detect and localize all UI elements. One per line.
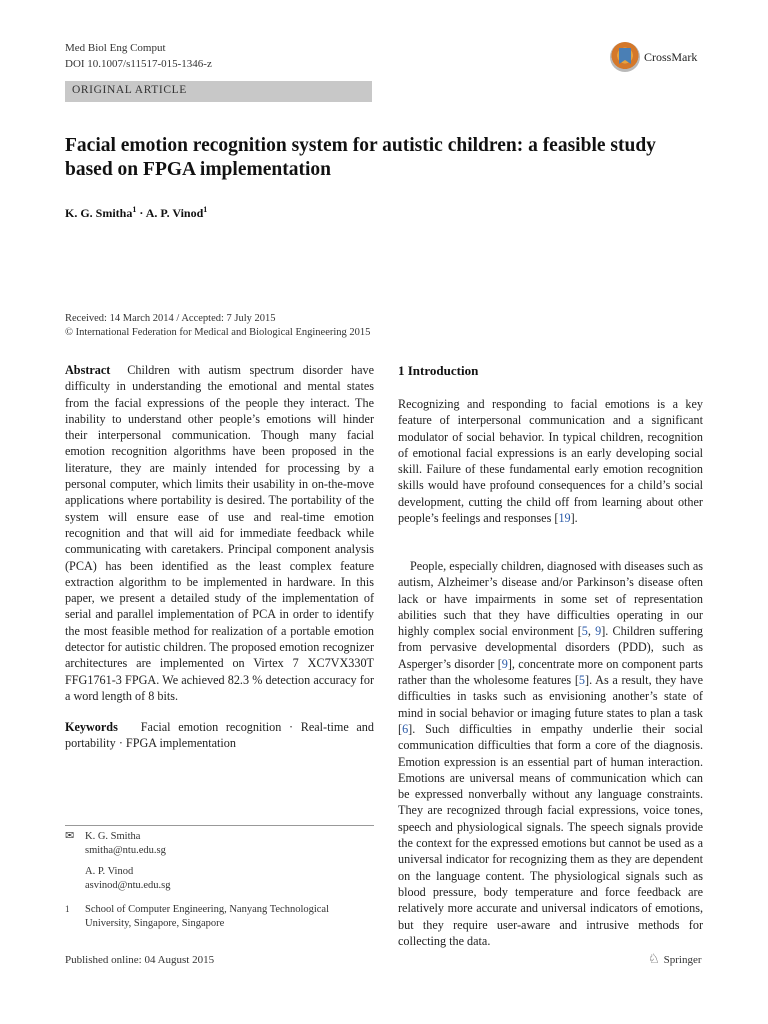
intro-paragraph-2 <box>398 558 703 949</box>
author-2-affil: 1 <box>203 205 208 214</box>
text-run: ]. <box>570 511 578 526</box>
citation-6[interactable]: 6 <box>402 721 409 736</box>
received-accepted: Received: 14 March 2014 / Accepted: 7 July 2015 <box>65 313 276 324</box>
journal-name: Med Biol Eng Comput <box>65 42 166 54</box>
affiliation: School of Computer Engineering, Nanyang Technological University, Singapore, Singapore <box>85 904 330 929</box>
author-list <box>65 205 207 221</box>
text-run: Recognizing and responding to facial emotions is a key feature of interpersonal communication and a significant modulator of social behavior. In typical children, recognition of emotional facial expressions is an early developing social skill. Failure of these fundamental early emotion recognition skills would have profound consequences for a child’s social development, cutting the child off from learning about other people’s feelings and responses [ <box>398 397 703 526</box>
abstract-label: Abstract <box>65 363 111 377</box>
keywords <box>65 719 374 752</box>
keywords-text: Facial emotion recognition · Real-time and portability · FPGA implementation <box>65 720 374 751</box>
publisher-name: Springer <box>663 954 702 966</box>
section-heading-introduction: 1 Introduction <box>398 363 479 378</box>
publisher-logo <box>648 951 702 967</box>
footnote-divider <box>65 825 374 826</box>
envelope-icon: ✉ <box>65 830 75 842</box>
abstract-text: Children with autism spectrum disorder have difficulty in understanding the emotional and mental states from the facial expressions of the people they interact. The inability to understand other people’s emotions will hinder their interpersonal communication. Though many facial emotion recognition algorithms have been proposed in the literature, they are mainly intended for processing by a personal computer, which limits their usability in on-the-move applications where portability is desired. The portability of the system will ensure ease of use and real-time emotion recognition and that will aid for immediate feedback while communicating with caretakers. Principal component analysis (PCA) has been identified as the least complex feature extraction algorithm to be implemented in hardware. In this paper, we present a detailed study of the implementation of serial and parallel implementation of PCA in order to identify the most feasible method for realization of a portable emotion detector for autistic children. The proposed emotion recognizer architectures are implemented on Virtex 7 XC7VX330T FFG1761-3 FPGA. We achieved 82.3 % detection accuracy for a word length of 8 bits. <box>65 363 375 703</box>
intro-paragraph-1 <box>398 396 703 526</box>
contact-name: K. G. Smitha <box>85 831 141 842</box>
author-1-affil: 1 <box>132 205 137 214</box>
text-run: People, especially children, diagnosed with diseases such as autism, Alzheimer’s disease and/or Parkinson’s disease often lack or have impairments in some set of representation abilities such that they have difficulties operating in our highly complex social environment [ <box>398 559 703 639</box>
dates-block <box>65 312 370 340</box>
contact-email[interactable]: smitha@ntu.edu.sg <box>85 844 166 856</box>
text-run: ]. As a result, they have difficulties in tasks such as envisioning another’s state of mind in social behavior or imaging future states to plan a task [ <box>398 673 703 736</box>
article-type-banner <box>65 81 372 102</box>
corresponding-author-2 <box>85 865 171 892</box>
crossmark-label: CrossMark <box>644 50 698 64</box>
contact-email[interactable]: asvinod@ntu.edu.sg <box>85 879 171 891</box>
keywords-label: Keywords <box>65 720 118 734</box>
citation-9[interactable]: 9 <box>501 656 508 671</box>
corresponding-author-1 <box>85 830 166 857</box>
text-run: ]. Children suffering from pervasive developmental disorders (PDD), such as Asperger’s disorder [ <box>398 624 704 671</box>
journal-header <box>65 40 212 72</box>
author-1[interactable]: K. G. Smitha <box>65 206 133 220</box>
citation-19[interactable]: 19 <box>558 511 571 526</box>
text-run: ], concentrate more on component parts rather than the wholesome features [ <box>398 656 703 688</box>
springer-horse-icon: ♘ <box>648 951 660 966</box>
published-date: Published online: 04 August 2015 <box>65 954 215 966</box>
crossmark-icon <box>610 42 640 72</box>
citation-9[interactable]: 9 <box>595 624 602 639</box>
citation-5[interactable]: 5 <box>581 624 588 639</box>
affiliation-marker: 1 <box>65 904 70 914</box>
crossmark-badge[interactable] <box>610 42 720 74</box>
article-type: ORIGINAL ARTICLE <box>72 84 187 96</box>
doi[interactable]: DOI 10.1007/s11517-015-1346-z <box>65 58 212 70</box>
citation-5[interactable]: 5 <box>578 673 586 688</box>
contact-name: A. P. Vinod <box>85 866 134 877</box>
paper-title: Facial emotion recognition system for autistic children: a feasible study based on FPGA implementation <box>65 135 656 180</box>
copyright: © International Federation for Medical and Biological Engineering 2015 <box>65 327 371 338</box>
text-run: ]. Such difficulties in empathy underlie their social communication difficulties that form a core of the diagnosis. Emotion expression is an essential part of human interaction. Emotions are universal means of communication which can be expressed nonverbally without any language constraints. They are recognized through facial expressions, voice tones, speech and physiological signals. The speech signals provide the context for the expressed emotions but cannot be used as a universal indicator for recognizing them as they are dependent on the language content. The physiological signals such as blood pressure, body temperature and force feedback are relatively more accurate and universal indicators of emotions, but they require user-aware and intrusive methods for collecting the data. <box>398 721 703 948</box>
author-separator: · <box>136 206 146 220</box>
author-2[interactable]: A. P. Vinod <box>145 206 204 220</box>
text-run: , <box>587 624 596 639</box>
abstract <box>65 362 374 704</box>
